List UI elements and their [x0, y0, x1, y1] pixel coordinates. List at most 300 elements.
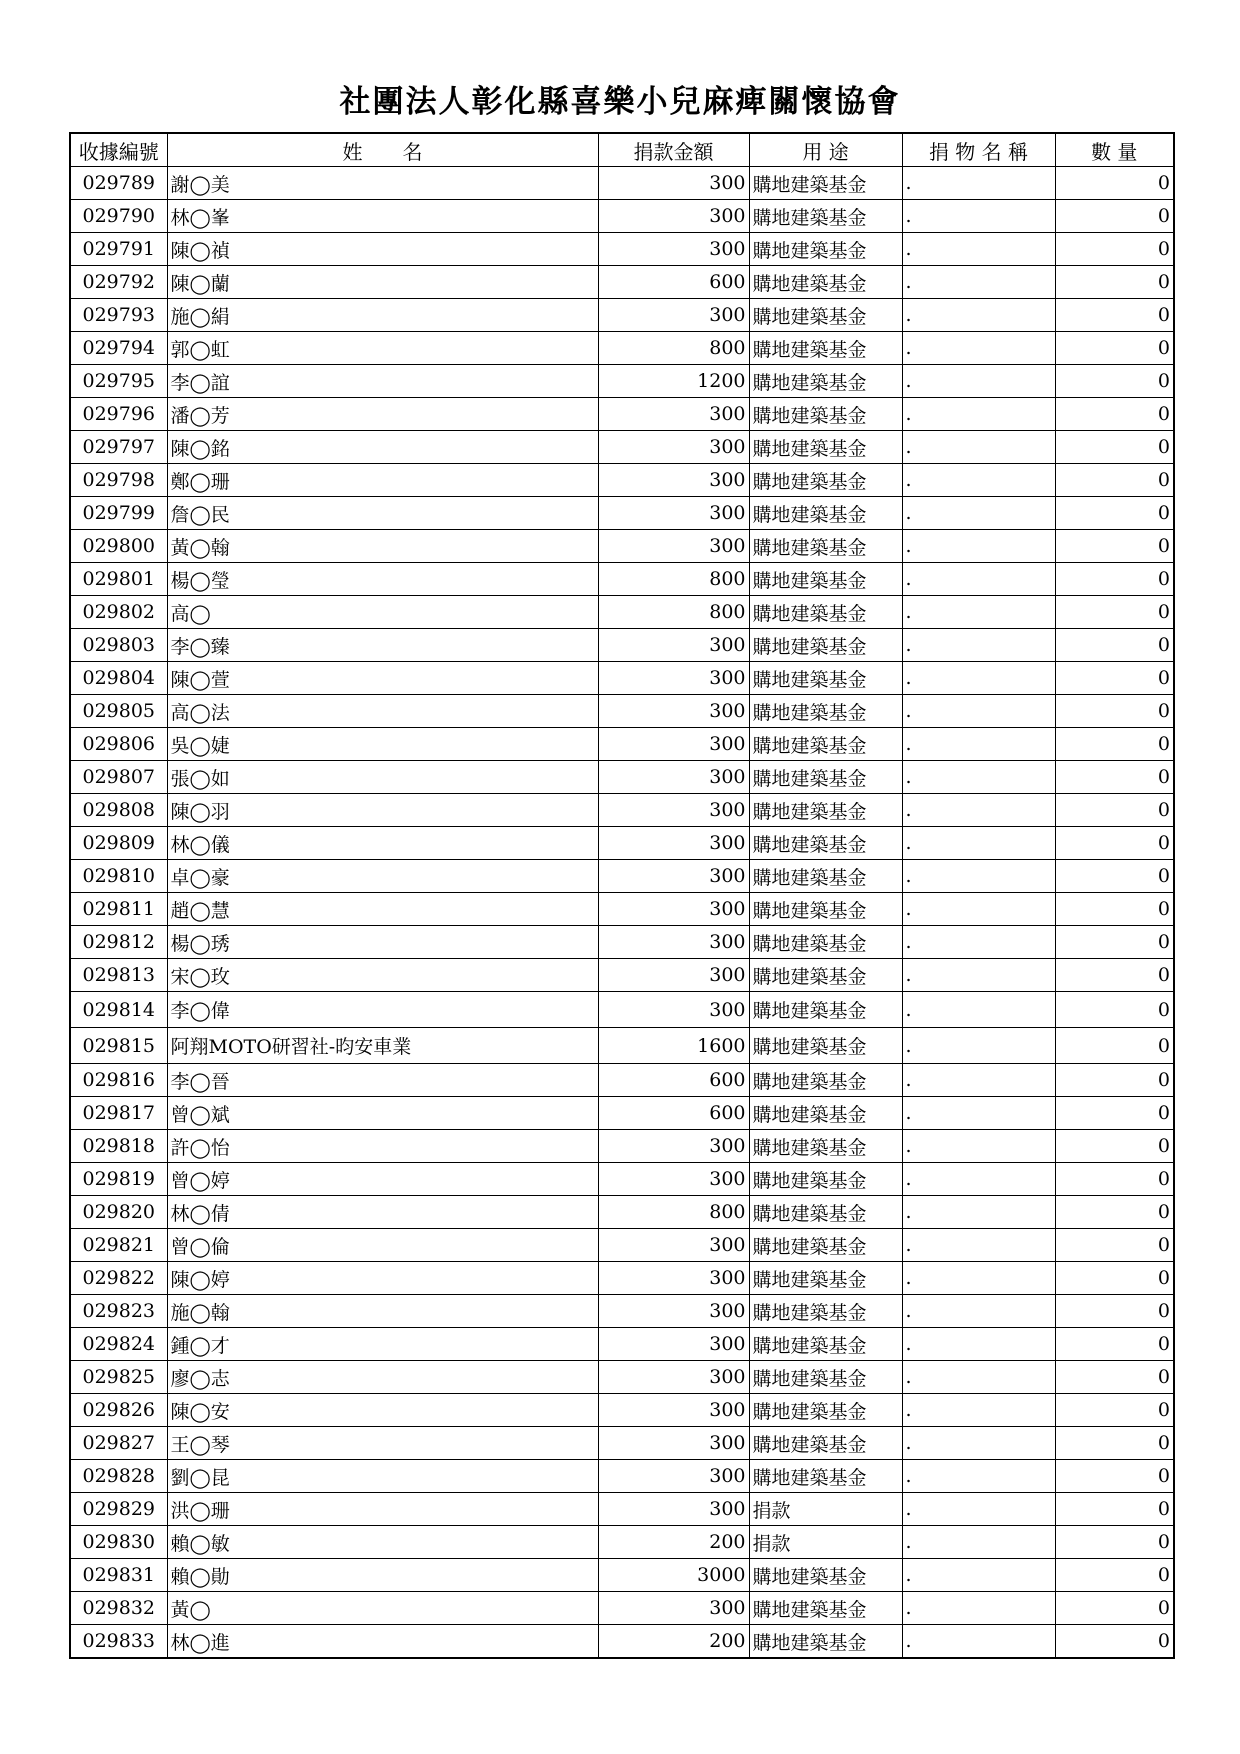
amount-cell: 300: [598, 1262, 749, 1295]
amount-cell: 300: [598, 1361, 749, 1394]
quantity-cell: 0: [1055, 1196, 1174, 1229]
donor-name-cell: 吳◯婕: [167, 728, 598, 761]
quantity-cell: 0: [1055, 1592, 1174, 1625]
header-amount: 捐款金額: [598, 133, 749, 167]
purpose-cell: 購地建築基金: [749, 1229, 902, 1262]
purpose-cell: 購地建築基金: [749, 1427, 902, 1460]
purpose-cell: 購地建築基金: [749, 1592, 902, 1625]
quantity-cell: 0: [1055, 1064, 1174, 1097]
receipt-no-cell: 029828: [70, 1460, 167, 1493]
quantity-cell: 0: [1055, 1625, 1174, 1659]
purpose-cell: 購地建築基金: [749, 431, 902, 464]
amount-cell: 300: [598, 1427, 749, 1460]
receipt-no-cell: 029823: [70, 1295, 167, 1328]
receipt-no-cell: 029794: [70, 332, 167, 365]
quantity-cell: 0: [1055, 1295, 1174, 1328]
amount-cell: 300: [598, 1163, 749, 1196]
receipt-no-cell: 029826: [70, 1394, 167, 1427]
donor-name-cell: 楊◯瑩: [167, 563, 598, 596]
table-row: [70, 200, 1174, 233]
purpose-cell: 購地建築基金: [749, 893, 902, 926]
amount-cell: 300: [598, 1130, 749, 1163]
item-name-cell: .: [902, 1592, 1055, 1625]
item-name-cell: .: [902, 431, 1055, 464]
amount-cell: 300: [598, 1328, 749, 1361]
donor-name-cell: 陳◯羽: [167, 794, 598, 827]
amount-cell: 300: [598, 926, 749, 959]
amount-cell: 600: [598, 1097, 749, 1130]
quantity-cell: 0: [1055, 398, 1174, 431]
purpose-cell: 購地建築基金: [749, 992, 902, 1028]
quantity-cell: 0: [1055, 1028, 1174, 1064]
quantity-cell: 0: [1055, 266, 1174, 299]
item-name-cell: .: [902, 860, 1055, 893]
quantity-cell: 0: [1055, 1427, 1174, 1460]
table-row: [70, 1559, 1174, 1592]
amount-cell: 300: [598, 893, 749, 926]
table-row: [70, 1130, 1174, 1163]
purpose-cell: 購地建築基金: [749, 1097, 902, 1130]
quantity-cell: 0: [1055, 662, 1174, 695]
item-name-cell: .: [902, 167, 1055, 200]
purpose-cell: 購地建築基金: [749, 959, 902, 992]
donor-name-cell: 施◯絹: [167, 299, 598, 332]
receipt-no-cell: 029791: [70, 233, 167, 266]
item-name-cell: .: [902, 266, 1055, 299]
donor-name-cell: 陳◯安: [167, 1394, 598, 1427]
quantity-cell: 0: [1055, 299, 1174, 332]
item-name-cell: .: [902, 1262, 1055, 1295]
receipt-no-cell: 029816: [70, 1064, 167, 1097]
amount-cell: 300: [598, 629, 749, 662]
quantity-cell: 0: [1055, 1163, 1174, 1196]
donor-name-cell: 潘◯芳: [167, 398, 598, 431]
quantity-cell: 0: [1055, 497, 1174, 530]
item-name-cell: .: [902, 1559, 1055, 1592]
quantity-cell: 0: [1055, 167, 1174, 200]
quantity-cell: 0: [1055, 530, 1174, 563]
quantity-cell: 0: [1055, 695, 1174, 728]
quantity-cell: 0: [1055, 1130, 1174, 1163]
purpose-cell: 購地建築基金: [749, 926, 902, 959]
donor-name-cell: 洪◯珊: [167, 1493, 598, 1526]
receipt-no-cell: 029824: [70, 1328, 167, 1361]
donor-name-cell: 施◯翰: [167, 1295, 598, 1328]
purpose-cell: 購地建築基金: [749, 365, 902, 398]
amount-cell: 300: [598, 794, 749, 827]
purpose-cell: 購地建築基金: [749, 662, 902, 695]
table-row: [70, 1196, 1174, 1229]
item-name-cell: .: [902, 233, 1055, 266]
quantity-cell: 0: [1055, 1328, 1174, 1361]
donor-name-cell: 李◯臻: [167, 629, 598, 662]
quantity-cell: 0: [1055, 959, 1174, 992]
receipt-no-cell: 029832: [70, 1592, 167, 1625]
quantity-cell: 0: [1055, 596, 1174, 629]
amount-cell: 300: [598, 1295, 749, 1328]
quantity-cell: 0: [1055, 794, 1174, 827]
amount-cell: 300: [598, 1394, 749, 1427]
purpose-cell: 購地建築基金: [749, 794, 902, 827]
item-name-cell: .: [902, 992, 1055, 1028]
table-row: [70, 1361, 1174, 1394]
receipt-no-cell: 029803: [70, 629, 167, 662]
receipt-no-cell: 029821: [70, 1229, 167, 1262]
table-row: [70, 1493, 1174, 1526]
quantity-cell: 0: [1055, 1493, 1174, 1526]
amount-cell: 800: [598, 1196, 749, 1229]
donor-name-cell: 林◯倩: [167, 1196, 598, 1229]
quantity-cell: 0: [1055, 728, 1174, 761]
amount-cell: 300: [598, 233, 749, 266]
purpose-cell: 購地建築基金: [749, 563, 902, 596]
amount-cell: 300: [598, 464, 749, 497]
item-name-cell: .: [902, 662, 1055, 695]
donor-name-cell: 張◯如: [167, 761, 598, 794]
purpose-cell: 購地建築基金: [749, 1163, 902, 1196]
quantity-cell: 0: [1055, 827, 1174, 860]
receipt-no-cell: 029798: [70, 464, 167, 497]
table-row: [70, 1262, 1174, 1295]
amount-cell: 3000: [598, 1559, 749, 1592]
donor-name-cell: 高◯法: [167, 695, 598, 728]
item-name-cell: .: [902, 1526, 1055, 1559]
receipt-no-cell: 029833: [70, 1625, 167, 1659]
table-row: [70, 1526, 1174, 1559]
donation-table: [69, 132, 1175, 1659]
table-row: [70, 926, 1174, 959]
item-name-cell: .: [902, 959, 1055, 992]
amount-cell: 300: [598, 662, 749, 695]
table-row: [70, 497, 1174, 530]
amount-cell: 300: [598, 299, 749, 332]
donor-name-cell: 郭◯虹: [167, 332, 598, 365]
purpose-cell: 購地建築基金: [749, 266, 902, 299]
receipt-no-cell: 029789: [70, 167, 167, 200]
receipt-no-cell: 029796: [70, 398, 167, 431]
purpose-cell: 購地建築基金: [749, 1028, 902, 1064]
table-row: [70, 431, 1174, 464]
item-name-cell: .: [902, 1361, 1055, 1394]
receipt-no-cell: 029793: [70, 299, 167, 332]
amount-cell: 300: [598, 530, 749, 563]
purpose-cell: 購地建築基金: [749, 1064, 902, 1097]
receipt-no-cell: 029807: [70, 761, 167, 794]
item-name-cell: .: [902, 332, 1055, 365]
table-row: [70, 563, 1174, 596]
donor-name-cell: 陳◯禎: [167, 233, 598, 266]
donor-name-cell: 趙◯慧: [167, 893, 598, 926]
receipt-no-cell: 029805: [70, 695, 167, 728]
amount-cell: 300: [598, 398, 749, 431]
purpose-cell: 捐款: [749, 1493, 902, 1526]
header-purpose: 用 途: [749, 133, 902, 167]
item-name-cell: .: [902, 299, 1055, 332]
receipt-no-cell: 029797: [70, 431, 167, 464]
donor-name-cell: 林◯進: [167, 1625, 598, 1659]
table-row: [70, 596, 1174, 629]
donor-name-cell: 賴◯勛: [167, 1559, 598, 1592]
item-name-cell: .: [902, 1394, 1055, 1427]
quantity-cell: 0: [1055, 1097, 1174, 1130]
amount-cell: 1600: [598, 1028, 749, 1064]
receipt-no-cell: 029819: [70, 1163, 167, 1196]
table-row: [70, 266, 1174, 299]
purpose-cell: 購地建築基金: [749, 860, 902, 893]
receipt-no-cell: 029825: [70, 1361, 167, 1394]
table-row: [70, 1328, 1174, 1361]
purpose-cell: 購地建築基金: [749, 1130, 902, 1163]
receipt-no-cell: 029831: [70, 1559, 167, 1592]
donor-name-cell: 陳◯萱: [167, 662, 598, 695]
receipt-no-cell: 029790: [70, 200, 167, 233]
purpose-cell: 購地建築基金: [749, 497, 902, 530]
purpose-cell: 購地建築基金: [749, 167, 902, 200]
item-name-cell: .: [902, 563, 1055, 596]
table-row: [70, 299, 1174, 332]
receipt-no-cell: 029817: [70, 1097, 167, 1130]
item-name-cell: .: [902, 497, 1055, 530]
quantity-cell: 0: [1055, 1229, 1174, 1262]
quantity-cell: 0: [1055, 1526, 1174, 1559]
table-row: [70, 629, 1174, 662]
item-name-cell: .: [902, 530, 1055, 563]
donor-name-cell: 陳◯婷: [167, 1262, 598, 1295]
item-name-cell: .: [902, 1295, 1055, 1328]
donor-name-cell: 黃◯: [167, 1592, 598, 1625]
quantity-cell: 0: [1055, 926, 1174, 959]
donor-name-cell: 王◯琴: [167, 1427, 598, 1460]
table-row: [70, 332, 1174, 365]
item-name-cell: .: [902, 1163, 1055, 1196]
item-name-cell: .: [902, 464, 1055, 497]
quantity-cell: 0: [1055, 332, 1174, 365]
amount-cell: 800: [598, 563, 749, 596]
header-quantity: 數 量: [1055, 133, 1174, 167]
table-row: [70, 1394, 1174, 1427]
donor-name-cell: 阿翔MOTO研習社-昀安車業: [167, 1028, 598, 1064]
purpose-cell: 購地建築基金: [749, 1262, 902, 1295]
table-row: [70, 860, 1174, 893]
quantity-cell: 0: [1055, 1559, 1174, 1592]
quantity-cell: 0: [1055, 431, 1174, 464]
amount-cell: 300: [598, 1229, 749, 1262]
header-item-name: 捐 物 名 稱: [902, 133, 1055, 167]
purpose-cell: 購地建築基金: [749, 332, 902, 365]
receipt-no-cell: 029822: [70, 1262, 167, 1295]
table-row: [70, 167, 1174, 200]
donor-name-cell: 曾◯斌: [167, 1097, 598, 1130]
receipt-no-cell: 029813: [70, 959, 167, 992]
quantity-cell: 0: [1055, 1394, 1174, 1427]
receipt-no-cell: 029799: [70, 497, 167, 530]
item-name-cell: .: [902, 1229, 1055, 1262]
donor-name-cell: 宋◯玫: [167, 959, 598, 992]
quantity-cell: 0: [1055, 1361, 1174, 1394]
receipt-no-cell: 029802: [70, 596, 167, 629]
table-row: [70, 893, 1174, 926]
item-name-cell: .: [902, 1196, 1055, 1229]
purpose-cell: 購地建築基金: [749, 1328, 902, 1361]
purpose-cell: 購地建築基金: [749, 200, 902, 233]
table-row: [70, 794, 1174, 827]
amount-cell: 300: [598, 728, 749, 761]
donor-name-cell: 鍾◯才: [167, 1328, 598, 1361]
item-name-cell: .: [902, 1625, 1055, 1659]
receipt-no-cell: 029808: [70, 794, 167, 827]
donor-name-cell: 曾◯婷: [167, 1163, 598, 1196]
purpose-cell: 購地建築基金: [749, 1295, 902, 1328]
receipt-no-cell: 029801: [70, 563, 167, 596]
table-row: [70, 1460, 1174, 1493]
item-name-cell: .: [902, 695, 1055, 728]
purpose-cell: 購地建築基金: [749, 695, 902, 728]
donor-name-cell: 謝◯美: [167, 167, 598, 200]
donor-name-cell: 陳◯銘: [167, 431, 598, 464]
item-name-cell: .: [902, 1460, 1055, 1493]
purpose-cell: 購地建築基金: [749, 299, 902, 332]
table-row: [70, 1625, 1174, 1659]
receipt-no-cell: 029829: [70, 1493, 167, 1526]
quantity-cell: 0: [1055, 563, 1174, 596]
quantity-cell: 0: [1055, 365, 1174, 398]
amount-cell: 300: [598, 200, 749, 233]
item-name-cell: .: [902, 596, 1055, 629]
table-row: [70, 1163, 1174, 1196]
purpose-cell: 購地建築基金: [749, 629, 902, 662]
table-row: [70, 464, 1174, 497]
donor-name-cell: 黃◯翰: [167, 530, 598, 563]
purpose-cell: 購地建築基金: [749, 1196, 902, 1229]
amount-cell: 600: [598, 266, 749, 299]
item-name-cell: .: [902, 1328, 1055, 1361]
purpose-cell: 購地建築基金: [749, 728, 902, 761]
amount-cell: 300: [598, 827, 749, 860]
receipt-no-cell: 029800: [70, 530, 167, 563]
table-row: [70, 1097, 1174, 1130]
purpose-cell: 購地建築基金: [749, 233, 902, 266]
item-name-cell: .: [902, 1028, 1055, 1064]
amount-cell: 600: [598, 1064, 749, 1097]
table-row: [70, 992, 1174, 1028]
item-name-cell: .: [902, 1097, 1055, 1130]
table-row: [70, 1229, 1174, 1262]
item-name-cell: .: [902, 728, 1055, 761]
donor-name-cell: 楊◯琇: [167, 926, 598, 959]
amount-cell: 200: [598, 1526, 749, 1559]
donor-name-cell: 陳◯蘭: [167, 266, 598, 299]
table-row: [70, 233, 1174, 266]
amount-cell: 300: [598, 497, 749, 530]
donor-name-cell: 劉◯昆: [167, 1460, 598, 1493]
quantity-cell: 0: [1055, 1460, 1174, 1493]
amount-cell: 300: [598, 167, 749, 200]
donor-name-cell: 詹◯民: [167, 497, 598, 530]
amount-cell: 300: [598, 1493, 749, 1526]
receipt-no-cell: 029812: [70, 926, 167, 959]
header-name: 姓 名: [167, 133, 598, 167]
purpose-cell: 購地建築基金: [749, 398, 902, 431]
table-row: [70, 761, 1174, 794]
table-row: [70, 1427, 1174, 1460]
item-name-cell: .: [902, 1130, 1055, 1163]
amount-cell: 1200: [598, 365, 749, 398]
quantity-cell: 0: [1055, 464, 1174, 497]
donor-name-cell: 廖◯志: [167, 1361, 598, 1394]
item-name-cell: .: [902, 926, 1055, 959]
receipt-no-cell: 029810: [70, 860, 167, 893]
table-row: [70, 1028, 1174, 1064]
table-header-row: [70, 133, 1174, 167]
header-receipt-no: 收據編號: [70, 133, 167, 167]
item-name-cell: .: [902, 398, 1055, 431]
quantity-cell: 0: [1055, 761, 1174, 794]
item-name-cell: .: [902, 200, 1055, 233]
purpose-cell: 購地建築基金: [749, 1394, 902, 1427]
donor-name-cell: 許◯怡: [167, 1130, 598, 1163]
purpose-cell: 購地建築基金: [749, 464, 902, 497]
table-row: [70, 398, 1174, 431]
quantity-cell: 0: [1055, 1262, 1174, 1295]
donor-name-cell: 鄭◯珊: [167, 464, 598, 497]
donor-name-cell: 李◯晉: [167, 1064, 598, 1097]
quantity-cell: 0: [1055, 893, 1174, 926]
receipt-no-cell: 029830: [70, 1526, 167, 1559]
item-name-cell: .: [902, 1493, 1055, 1526]
quantity-cell: 0: [1055, 233, 1174, 266]
table-row: [70, 1064, 1174, 1097]
amount-cell: 300: [598, 1592, 749, 1625]
amount-cell: 300: [598, 992, 749, 1028]
purpose-cell: 購地建築基金: [749, 596, 902, 629]
amount-cell: 800: [598, 332, 749, 365]
item-name-cell: .: [902, 794, 1055, 827]
amount-cell: 300: [598, 1460, 749, 1493]
purpose-cell: 購地建築基金: [749, 761, 902, 794]
purpose-cell: 購地建築基金: [749, 1460, 902, 1493]
amount-cell: 300: [598, 959, 749, 992]
receipt-no-cell: 029827: [70, 1427, 167, 1460]
amount-cell: 300: [598, 761, 749, 794]
amount-cell: 200: [598, 1625, 749, 1659]
amount-cell: 300: [598, 860, 749, 893]
donor-name-cell: 卓◯豪: [167, 860, 598, 893]
quantity-cell: 0: [1055, 860, 1174, 893]
purpose-cell: 購地建築基金: [749, 1361, 902, 1394]
donor-name-cell: 李◯誼: [167, 365, 598, 398]
purpose-cell: 購地建築基金: [749, 827, 902, 860]
receipt-no-cell: 029809: [70, 827, 167, 860]
donor-name-cell: 林◯峯: [167, 200, 598, 233]
document-title: 社團法人彰化縣喜樂小兒麻痺關懷協會: [339, 84, 901, 120]
item-name-cell: .: [902, 893, 1055, 926]
receipt-no-cell: 029792: [70, 266, 167, 299]
receipt-no-cell: 029814: [70, 992, 167, 1028]
receipt-no-cell: 029806: [70, 728, 167, 761]
quantity-cell: 0: [1055, 200, 1174, 233]
receipt-no-cell: 029820: [70, 1196, 167, 1229]
amount-cell: 800: [598, 596, 749, 629]
item-name-cell: .: [902, 365, 1055, 398]
item-name-cell: .: [902, 1427, 1055, 1460]
table-row: [70, 695, 1174, 728]
purpose-cell: 購地建築基金: [749, 1625, 902, 1659]
receipt-no-cell: 029811: [70, 893, 167, 926]
table-row: [70, 1295, 1174, 1328]
receipt-no-cell: 029815: [70, 1028, 167, 1064]
table-row: [70, 530, 1174, 563]
table-row: [70, 365, 1174, 398]
